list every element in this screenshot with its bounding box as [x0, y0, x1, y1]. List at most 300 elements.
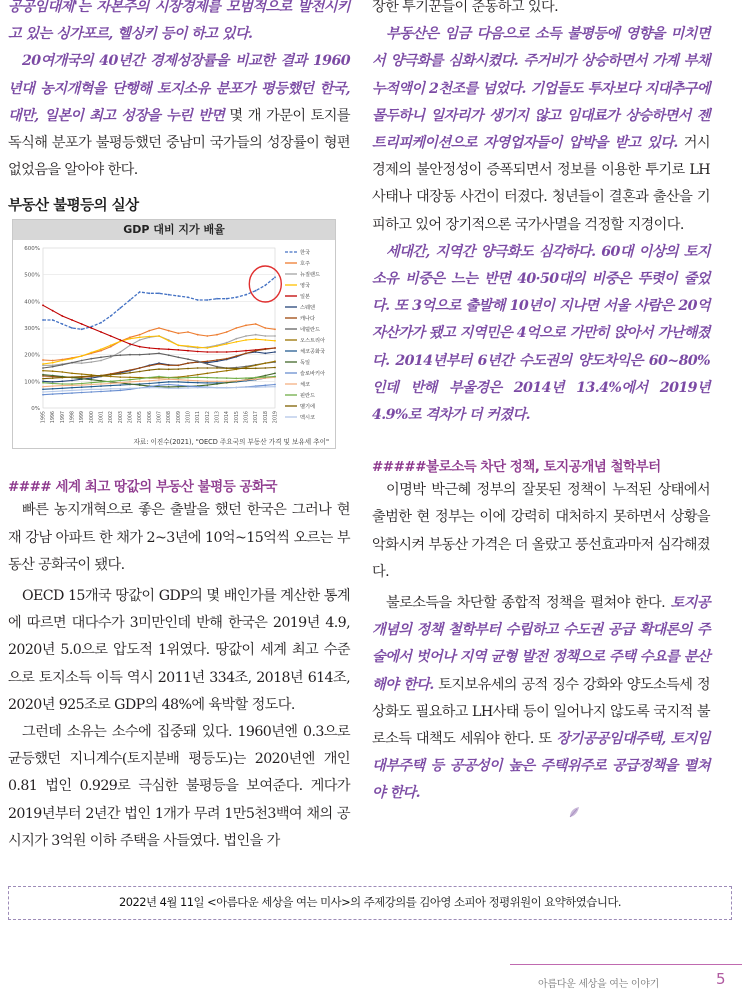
x-tick-label: 2018: [263, 411, 269, 424]
paragraph: [372, 21, 710, 239]
data-point: [139, 340, 141, 342]
data-point: [52, 371, 54, 373]
data-point: [274, 352, 276, 354]
data-point: [187, 382, 189, 384]
data-point: [42, 386, 44, 388]
data-point: [197, 361, 199, 363]
data-point: [42, 389, 44, 391]
data-point: [71, 362, 73, 364]
data-point: [216, 368, 218, 370]
data-point: [90, 352, 92, 354]
data-point: [187, 386, 189, 388]
data-point: [168, 340, 170, 342]
data-point: [187, 350, 189, 352]
leaf-end-mark-icon: [568, 806, 580, 818]
x-tick-label: 1995: [41, 411, 47, 424]
body-text: 몇 개 가문이 토지를 독식해 분포가 불평등했던 중남미 국가들의 성장률이 형편없었음을 알아야 한다.: [8, 107, 351, 179]
data-point: [110, 316, 112, 318]
data-point: [168, 355, 170, 357]
data-point: [71, 373, 73, 375]
data-point: [52, 391, 54, 393]
data-point: [139, 371, 141, 373]
data-point: [90, 384, 92, 386]
data-point: [168, 379, 170, 381]
data-point: [90, 358, 92, 360]
data-point: [245, 336, 247, 338]
data-point: [52, 320, 54, 322]
body-text: 불로소득을 차단할 종합적 정책을 펼쳐야 한다.: [386, 595, 666, 612]
data-point: [177, 385, 179, 387]
data-point: [206, 336, 208, 338]
x-tick-label: 1996: [51, 411, 57, 424]
highlighted-text: 장기공공임대주택, 토지임대부주택 등 공공성이 높은 주택위주로 공급정책을 펼쳐야 한다.: [372, 731, 710, 802]
data-point: [216, 372, 218, 374]
data-point: [71, 393, 73, 395]
paragraph: [8, 48, 350, 184]
data-point: [235, 380, 237, 382]
data-point: [226, 387, 228, 389]
data-point: [148, 380, 150, 382]
data-point: [158, 348, 160, 350]
x-tick-label: 2017: [254, 411, 260, 424]
data-point: [216, 298, 218, 300]
data-point: [235, 351, 237, 353]
data-point: [255, 379, 257, 381]
data-point: [226, 352, 228, 354]
data-point: [235, 368, 237, 370]
data-point: [168, 369, 170, 371]
data-point: [274, 386, 276, 388]
data-point: [71, 380, 73, 382]
data-point: [61, 385, 63, 387]
data-point: [158, 385, 160, 387]
data-point: [81, 329, 83, 331]
data-point: [90, 386, 92, 388]
data-point: [226, 298, 228, 300]
data-point: [81, 360, 83, 362]
data-point: [255, 368, 257, 370]
data-point: [264, 336, 266, 338]
data-point: [264, 340, 266, 342]
data-point: [148, 293, 150, 295]
data-point: [197, 368, 199, 370]
data-point: [129, 344, 131, 346]
data-point: [187, 388, 189, 390]
data-point: [129, 377, 131, 379]
x-tick-label: 2003: [118, 411, 124, 424]
data-point: [255, 290, 257, 292]
data-point: [71, 387, 73, 389]
data-point: [61, 393, 63, 395]
data-point: [206, 381, 208, 383]
data-point: [52, 388, 54, 390]
x-tick-label: 2005: [138, 411, 144, 424]
paragraph: [372, 0, 710, 21]
x-tick-label: 2006: [147, 411, 153, 424]
data-point: [216, 381, 218, 383]
data-point: [129, 354, 131, 356]
data-point: [61, 324, 63, 326]
body-text: 토지보유세의 공적 징수 강화와 양도소득세 정상화도 필요하고 LH사태 등이 일어나지 않도록 국지적 불로소득 대책도 세워야 한다. 또: [372, 676, 710, 748]
x-tick-label: 2009: [176, 411, 182, 424]
y-tick-label: 100%: [24, 379, 40, 386]
legend-label: 벨기에: [300, 404, 316, 411]
data-point: [42, 382, 44, 384]
y-tick-label: 200%: [24, 353, 40, 360]
highlighted-text: 토지공개념의 정책 철학부터 수립하고 수도권 공급 확대론의 주술에서 벗어나 지역 균형 발전 정책으로 주택 수요를 분산해야 한다.: [372, 595, 710, 693]
data-point: [197, 351, 199, 353]
data-point: [206, 361, 208, 363]
paragraph: [8, 719, 350, 855]
data-point: [129, 300, 131, 302]
x-tick-label: 2007: [157, 411, 163, 424]
x-tick-label: 2001: [99, 411, 105, 424]
data-point: [216, 334, 218, 336]
data-point: [90, 389, 92, 391]
magazine-title: 아름다운 세상을 여는 이야기: [538, 979, 659, 990]
data-point: [177, 357, 179, 359]
data-point: [216, 346, 218, 348]
data-point: [264, 377, 266, 379]
data-point: [119, 388, 121, 390]
left-column: [8, 0, 350, 855]
data-point: [148, 348, 150, 350]
data-point: [274, 361, 276, 363]
data-point: [245, 340, 247, 342]
data-point: [52, 366, 54, 368]
data-point: [197, 380, 199, 382]
data-point: [197, 377, 199, 379]
data-point: [81, 389, 83, 391]
data-point: [42, 360, 44, 362]
data-point: [216, 377, 218, 379]
right-column: [372, 0, 710, 808]
data-point: [158, 376, 160, 378]
y-tick-label: 400%: [24, 299, 40, 306]
data-point: [119, 373, 121, 375]
data-point: [110, 376, 112, 378]
data-point: [42, 370, 44, 372]
legend-label: 스웨덴: [300, 305, 316, 312]
data-point: [206, 368, 208, 370]
data-point: [168, 330, 170, 332]
data-point: [187, 363, 189, 365]
data-point: [100, 332, 102, 334]
data-point: [148, 387, 150, 389]
data-point: [139, 346, 141, 348]
data-point: [245, 350, 247, 352]
data-point: [177, 379, 179, 381]
data-point: [139, 292, 141, 294]
data-point: [81, 383, 83, 385]
data-point: [187, 297, 189, 299]
paragraph: [8, 0, 350, 48]
data-point: [177, 388, 179, 390]
data-point: [235, 387, 237, 389]
data-point: [100, 349, 102, 351]
data-point: [158, 387, 160, 389]
data-point: [61, 388, 63, 390]
data-point: [274, 329, 276, 331]
data-point: [100, 384, 102, 386]
legend-label: 핀란드: [300, 393, 316, 400]
data-point: [100, 357, 102, 359]
legend-label: 네덜란드: [300, 327, 321, 334]
data-point: [226, 344, 228, 346]
data-point: [52, 383, 54, 385]
data-point: [90, 379, 92, 381]
data-point: [216, 384, 218, 386]
paragraph: [8, 583, 350, 719]
data-point: [274, 376, 276, 378]
x-tick-label: 2010: [186, 411, 192, 424]
data-point: [110, 383, 112, 385]
highlighted-text: 부동산은 임금 다음으로 소득 불평등에 영향을 미치면서 양극화를 심화시켰다. 주거비가 상승하면서 가계 부채 누적액이 2천조를 넘었다. 기업들도 투자보다 지대추구에 몰두하니 일자리가 생기지 않고 임대료가 상승하면서 젠트리피케이션으로 자영업자들이 압박을 받고 있다.: [372, 26, 710, 152]
data-point: [52, 362, 54, 364]
data-point: [235, 341, 237, 343]
data-point: [110, 356, 112, 358]
data-point: [264, 385, 266, 387]
data-point: [255, 350, 257, 352]
legend-label: 캐나다: [300, 316, 316, 323]
data-point: [90, 376, 92, 378]
data-point: [158, 336, 160, 338]
data-point: [81, 374, 83, 376]
data-point: [148, 336, 150, 338]
body-text: 거시경제의 불안정성이 증폭되면서 정보를 이용한 투기로 LH사태나 대장동 사건이 터졌다. 청년들이 결혼과 출산을 기피하고 있어 장기적으론 국가사멸을 걱정할 지경이다.: [372, 135, 711, 233]
data-point: [119, 340, 121, 342]
data-point: [61, 316, 63, 318]
data-point: [139, 381, 141, 383]
paragraph: [8, 497, 350, 579]
x-tick-label: 2019: [273, 411, 279, 424]
data-point: [235, 297, 237, 299]
data-point: [81, 378, 83, 380]
data-point: [61, 390, 63, 392]
data-point: [148, 354, 150, 356]
page-number: 5: [716, 970, 726, 988]
legend-label: 슬로바키아: [300, 371, 326, 378]
data-point: [216, 387, 218, 389]
data-point: [100, 381, 102, 383]
data-point: [61, 372, 63, 374]
data-point: [158, 293, 160, 295]
x-tick-label: 2013: [215, 411, 221, 424]
data-point: [110, 388, 112, 390]
body-text: 이명박 박근혜 정부의 잘못된 정책이 누적된 상태에서 출범한 현 정부는 이에 강력히 대처하지 못하면서 상황을 악화시켜 부동산 가격은 더 올랐고 풍선효과마저 심각해졌다.: [372, 482, 710, 580]
legend-label: 한국: [300, 250, 311, 257]
data-point: [245, 378, 247, 380]
data-point: [158, 353, 160, 355]
y-tick-label: 500%: [24, 273, 40, 280]
legend-label: 영국: [300, 283, 311, 290]
data-point: [119, 352, 121, 354]
x-tick-label: 2011: [196, 411, 202, 424]
data-point: [42, 394, 44, 396]
data-point: [226, 370, 228, 372]
data-point: [52, 394, 54, 396]
data-point: [168, 365, 170, 367]
data-point: [197, 347, 199, 349]
left-intro: [8, 0, 350, 184]
data-point: [139, 354, 141, 356]
data-point: [197, 300, 199, 302]
data-point: [197, 334, 199, 336]
data-point: [139, 368, 141, 370]
data-point: [187, 377, 189, 379]
data-point: [177, 349, 179, 351]
data-point: [226, 358, 228, 360]
data-point: [81, 376, 83, 378]
data-point: [90, 382, 92, 384]
data-point: [264, 353, 266, 355]
data-point: [245, 380, 247, 382]
data-point: [264, 386, 266, 388]
data-point: [177, 381, 179, 383]
data-point: [90, 328, 92, 330]
x-tick-label: 2015: [234, 411, 240, 424]
data-point: [168, 349, 170, 351]
highlighted-text: 공공임대제'는 자본주의 시장경제를 모범적으로 발전시키고 있는 싱가포르, 헬싱키 등이 하고 있다.: [8, 0, 350, 43]
data-point: [158, 328, 160, 330]
data-point: [255, 339, 257, 341]
data-point: [42, 392, 44, 394]
footer-divider: [510, 964, 742, 965]
data-point: [139, 378, 141, 380]
data-point: [235, 356, 237, 358]
data-point: [255, 365, 257, 367]
data-point: [100, 391, 102, 393]
data-point: [129, 388, 131, 390]
data-point: [129, 379, 131, 381]
data-point: [110, 374, 112, 376]
body-text: 장한 투기꾼들이 준동하고 있다.: [372, 0, 559, 15]
data-point: [129, 372, 131, 374]
x-tick-label: 2008: [167, 411, 173, 424]
data-point: [52, 310, 54, 312]
data-point: [119, 382, 121, 384]
data-point: [187, 380, 189, 382]
data-point: [264, 368, 266, 370]
data-point: [100, 386, 102, 388]
data-point: [226, 378, 228, 380]
right-intro: [372, 0, 710, 429]
data-point: [235, 338, 237, 340]
data-point: [129, 370, 131, 372]
data-point: [264, 375, 266, 377]
data-point: [274, 340, 276, 342]
data-point: [119, 385, 121, 387]
data-point: [129, 384, 131, 386]
x-tick-label: 2012: [205, 411, 211, 424]
data-point: [42, 305, 44, 307]
line-chart: [13, 240, 335, 448]
data-point: [81, 387, 83, 389]
chart-title: GDP 대비 지가 배율: [13, 220, 335, 240]
data-point: [158, 369, 160, 371]
data-point: [90, 378, 92, 380]
data-point: [42, 364, 44, 366]
data-point: [81, 392, 83, 394]
data-point: [52, 386, 54, 388]
data-point: [158, 382, 160, 384]
data-point: [119, 355, 121, 357]
data-point: [71, 384, 73, 386]
data-point: [255, 387, 257, 389]
data-point: [129, 381, 131, 383]
data-point: [245, 353, 247, 355]
y-tick-label: 600%: [24, 246, 40, 253]
data-point: [187, 359, 189, 361]
y-tick-label: 300%: [24, 326, 40, 333]
data-point: [139, 337, 141, 339]
section3-body: [372, 477, 710, 807]
data-point: [187, 368, 189, 370]
section-heading-policy: #####불로소득 차단 정책, 토지공개념 철학부터: [372, 459, 661, 476]
data-point: [274, 277, 276, 279]
data-point: [235, 378, 237, 380]
data-point: [100, 389, 102, 391]
section-heading-inequality: 부동산 불평등의 실상: [8, 198, 139, 215]
data-point: [274, 348, 276, 350]
paragraph: [372, 590, 710, 808]
data-point: [52, 375, 54, 377]
data-point: [119, 380, 121, 382]
data-point: [187, 376, 189, 378]
data-point: [81, 363, 83, 365]
data-point: [52, 378, 54, 380]
section2-body: [8, 497, 350, 855]
data-point: [226, 332, 228, 334]
data-point: [168, 388, 170, 390]
data-point: [148, 370, 150, 372]
data-point: [61, 377, 63, 379]
data-point: [197, 387, 199, 389]
data-point: [110, 381, 112, 383]
data-point: [42, 368, 44, 370]
data-point: [90, 362, 92, 364]
section-heading-land-price: #### 세계 최고 땅값의 부동산 불평등 공화국: [8, 479, 278, 496]
data-point: [264, 349, 266, 351]
highlighted-text: 20여개국의 40년간 경제성장률을 비교한 결과 1960년대 농지개혁을 단행해 토지소유 분포가 평등했던 한국, 대만, 일본이 최고 성장을 누린 반면: [8, 53, 350, 124]
legend-label: 일본: [300, 294, 311, 301]
data-point: [177, 345, 179, 347]
body-text: 빠른 농지개혁으로 좋은 출발을 했던 한국은 그러나 현재 강남 아파트 한 채가 2~3년에 10억~15억씩 오르는 부동산 공화국이 됐다.: [8, 502, 350, 573]
data-point: [187, 332, 189, 334]
data-point: [81, 324, 83, 326]
data-point: [274, 367, 276, 369]
data-point: [206, 382, 208, 384]
data-point: [197, 374, 199, 376]
data-point: [264, 285, 266, 287]
data-point: [177, 365, 179, 367]
data-point: [100, 375, 102, 377]
data-point: [139, 388, 141, 390]
data-point: [148, 383, 150, 385]
data-point: [61, 364, 63, 366]
data-point: [42, 320, 44, 322]
legend-label: 뉴질랜드: [300, 272, 321, 279]
chart-source: 자료: 이진수(2021), "OECD 주요국의 부동산 가격 및 보유세 추이": [133, 438, 329, 447]
paragraph: [372, 477, 710, 586]
data-point: [158, 380, 160, 382]
lecture-note: 2022년 4월 11일 <아름다운 세상을 여는 미사>의 주제강의를 김아영 소피아 정평위원이 요약하였습니다.: [8, 886, 732, 920]
data-point: [177, 333, 179, 335]
data-point: [81, 385, 83, 387]
highlighted-text: 세대간, 지역간 양극화도 심각하다. 60대 이상의 토지 소유 비중은 느는 반면 40·50대의 비중은 뚜렷이 줄었다. 또 3억으로 출발해 10년이 지나면 서울 사람은 20억 자산가가 됐고 지역민은 4억으로 가만히 앉아서 가난해졌다. 2014년부터 6년간 수도권의 양도차익은 60~80%인데 반해 부울경은 2014년 13.4%에서 2019년 4.9%로 격차가 더 커졌다.: [372, 243, 710, 424]
data-point: [129, 338, 131, 340]
legend-label: 오스트리아: [300, 338, 326, 345]
